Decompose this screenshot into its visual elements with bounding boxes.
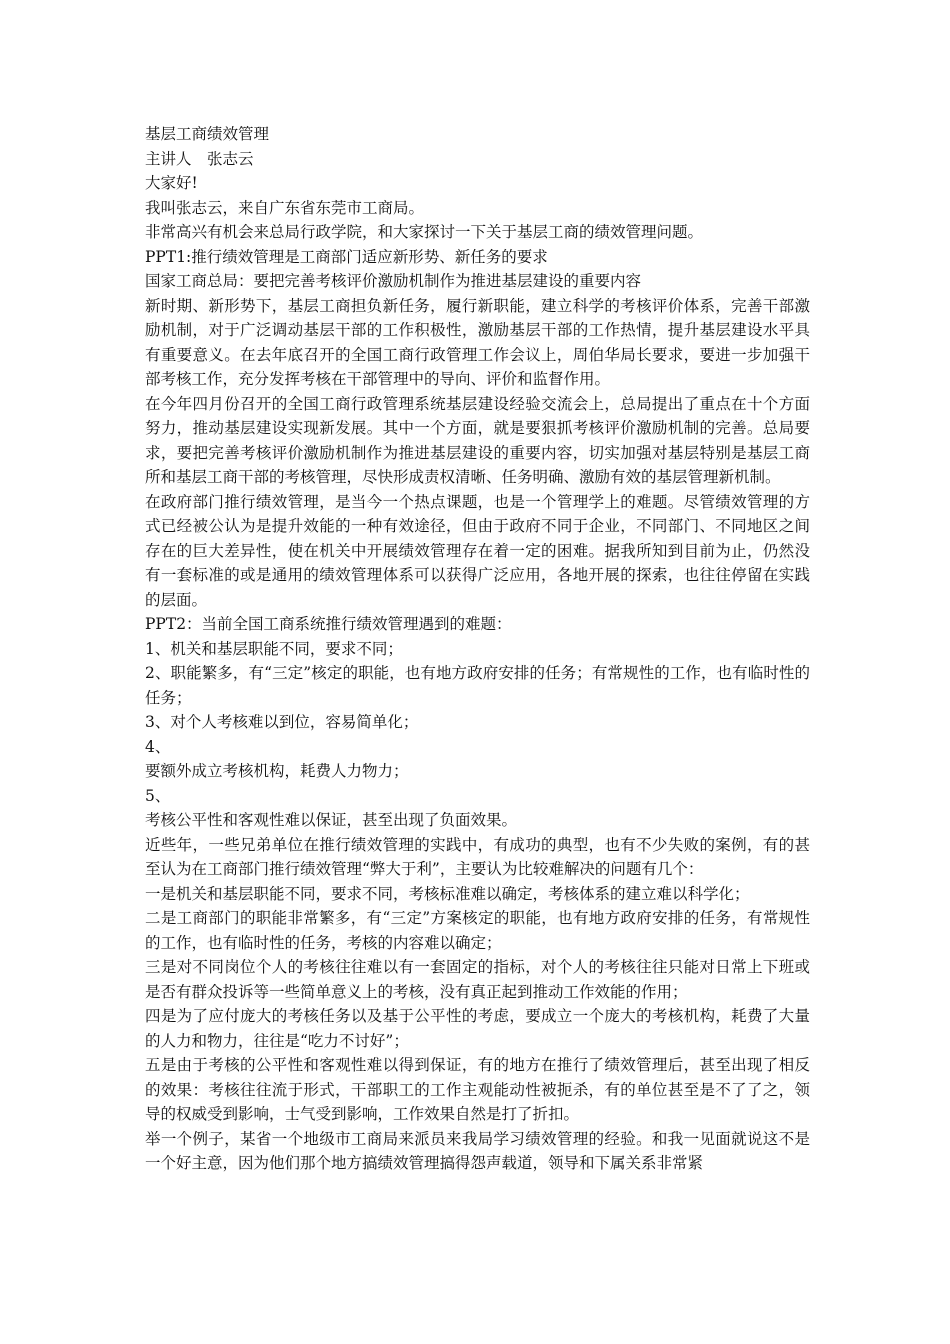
paragraph: 我叫张志云，来自广东省东莞市工商局。 — [145, 198, 425, 217]
paragraph: 二是工商部门的职能非常繁多，有“三定”方案核定的职能，也有地方政府安排的任务，有常规性的工作，也有临时性的任务，考核的内容难以确定； — [145, 909, 810, 952]
paragraph: PPT1:推行绩效管理是工商部门适应新形势、新任务的要求 — [145, 247, 548, 266]
paragraph: PPT2：当前全国工商系统推行绩效管理遇到的难题： — [145, 615, 512, 633]
list-item: 4、 — [145, 737, 171, 756]
paragraph: 一是机关和基层职能不同，要求不同，考核标准难以确定，考核体系的建立难以科学化； — [145, 884, 750, 903]
paragraph: 在今年四月份召开的全国工商行政管理系统基层建设经验交流会上，总局提出了重点在十个方面努力，推动基层建设实现新发展。其中一个方面，就是要狠抓考核评价激励机制的完善。总局要求，要把完善考核评价激励机制作为推进基层建设的重要内容，切实加强对基层特别是基层工商所和基层工商干部的考核管理，尽快形成责权清晰、任务明确、激励有效的基层管理新机制。 — [145, 394, 810, 486]
list-item: 3、对个人考核难以到位，容易简单化； — [145, 713, 419, 731]
paragraph: 非常高兴有机会来总局行政学院，和大家探讨一下关于基层工商的绩效管理问题。 — [145, 223, 704, 241]
paragraph: 四是为了应付庞大的考核任务以及基于公平性的考虑，要成立一个庞大的考核机构，耗费了大量的人力和物力，往往是“吃力不讨好”； — [145, 1007, 810, 1050]
paragraph: 举一个例子，某省一个地级市工商局来派员来我局学习绩效管理的经验。和我一见面就说这不是一个好主意，因为他们那个地方搞绩效管理搞得怨声载道，领导和下属关系非常紧 — [145, 1129, 810, 1172]
paragraph: 新时期、新形势下，基层工商担负新任务，履行新职能，建立科学的考核评价体系，完善干部激励机制，对于广泛调动基层干部的工作积极性，激励基层干部的工作热情，提升基层建设水平具有重要意义。在去年底召开的全国工商行政管理工作会议上，周伯华局长要求，要进一步加强干部考核工作，充分发挥考核在干部管理中的导向、评价和监督作用。 — [145, 296, 810, 388]
paragraph: 近些年，一些兄弟单位在推行绩效管理的实践中，有成功的典型，也有不少失败的案例，有的甚至认为在工商部门推行绩效管理“弊大于利”，主要认为比较难解决的问题有几个： — [145, 835, 810, 878]
document-title: 基层工商绩效管理 — [145, 125, 270, 143]
paragraph: 五是由于考核的公平性和客观性难以得到保证，有的地方在推行了绩效管理后，甚至出现了相反的效果：考核往往流于形式，干部职工的工作主观能动性被扼杀，有的单位甚至是不了了之，领导的权威受到影响，士气受到影响，工作效果自然是打了折扣。 — [145, 1056, 810, 1123]
speaker-line: 主讲人 张志云 — [145, 149, 254, 168]
list-item: 5、 — [145, 786, 171, 805]
paragraph: 国家工商总局：要把完善考核评价激励机制作为推进基层建设的重要内容 — [145, 272, 642, 290]
paragraph: 大家好! — [145, 174, 198, 192]
paragraph: 三是对不同岗位个人的考核往往难以有一套固定的指标，对个人的考核往往只能对日常上下班或是否有群众投诉等一些简单意义上的考核，没有真正起到推动工作效能的作用； — [145, 958, 810, 1001]
list-item: 2、职能繁多，有“三定”核定的职能，也有地方政府安排的任务；有常规性的工作，也有临时性的任务； — [145, 664, 810, 707]
document-body — [145, 122, 810, 1176]
list-item: 要额外成立考核机构，耗费人力物力； — [145, 762, 409, 780]
paragraph: 在政府部门推行绩效管理，是当今一个热点课题，也是一个管理学上的难题。尽管绩效管理的方式已经被公认为是提升效能的一种有效途径，但由于政府不同于企业，不同部门、不同地区之间存在的巨大差异性，使在机关中开展绩效管理存在着一定的困难。据我所知到目前为止，仍然没有一套标准的或是通用的绩效管理体系可以获得广泛应用，各地开展的探索，也往往停留在实践的层面。 — [145, 492, 810, 609]
list-item: 1、机关和基层职能不同，要求不同； — [145, 639, 403, 658]
list-item: 考核公平性和客观性难以保证，甚至出现了负面效果。 — [145, 811, 518, 829]
